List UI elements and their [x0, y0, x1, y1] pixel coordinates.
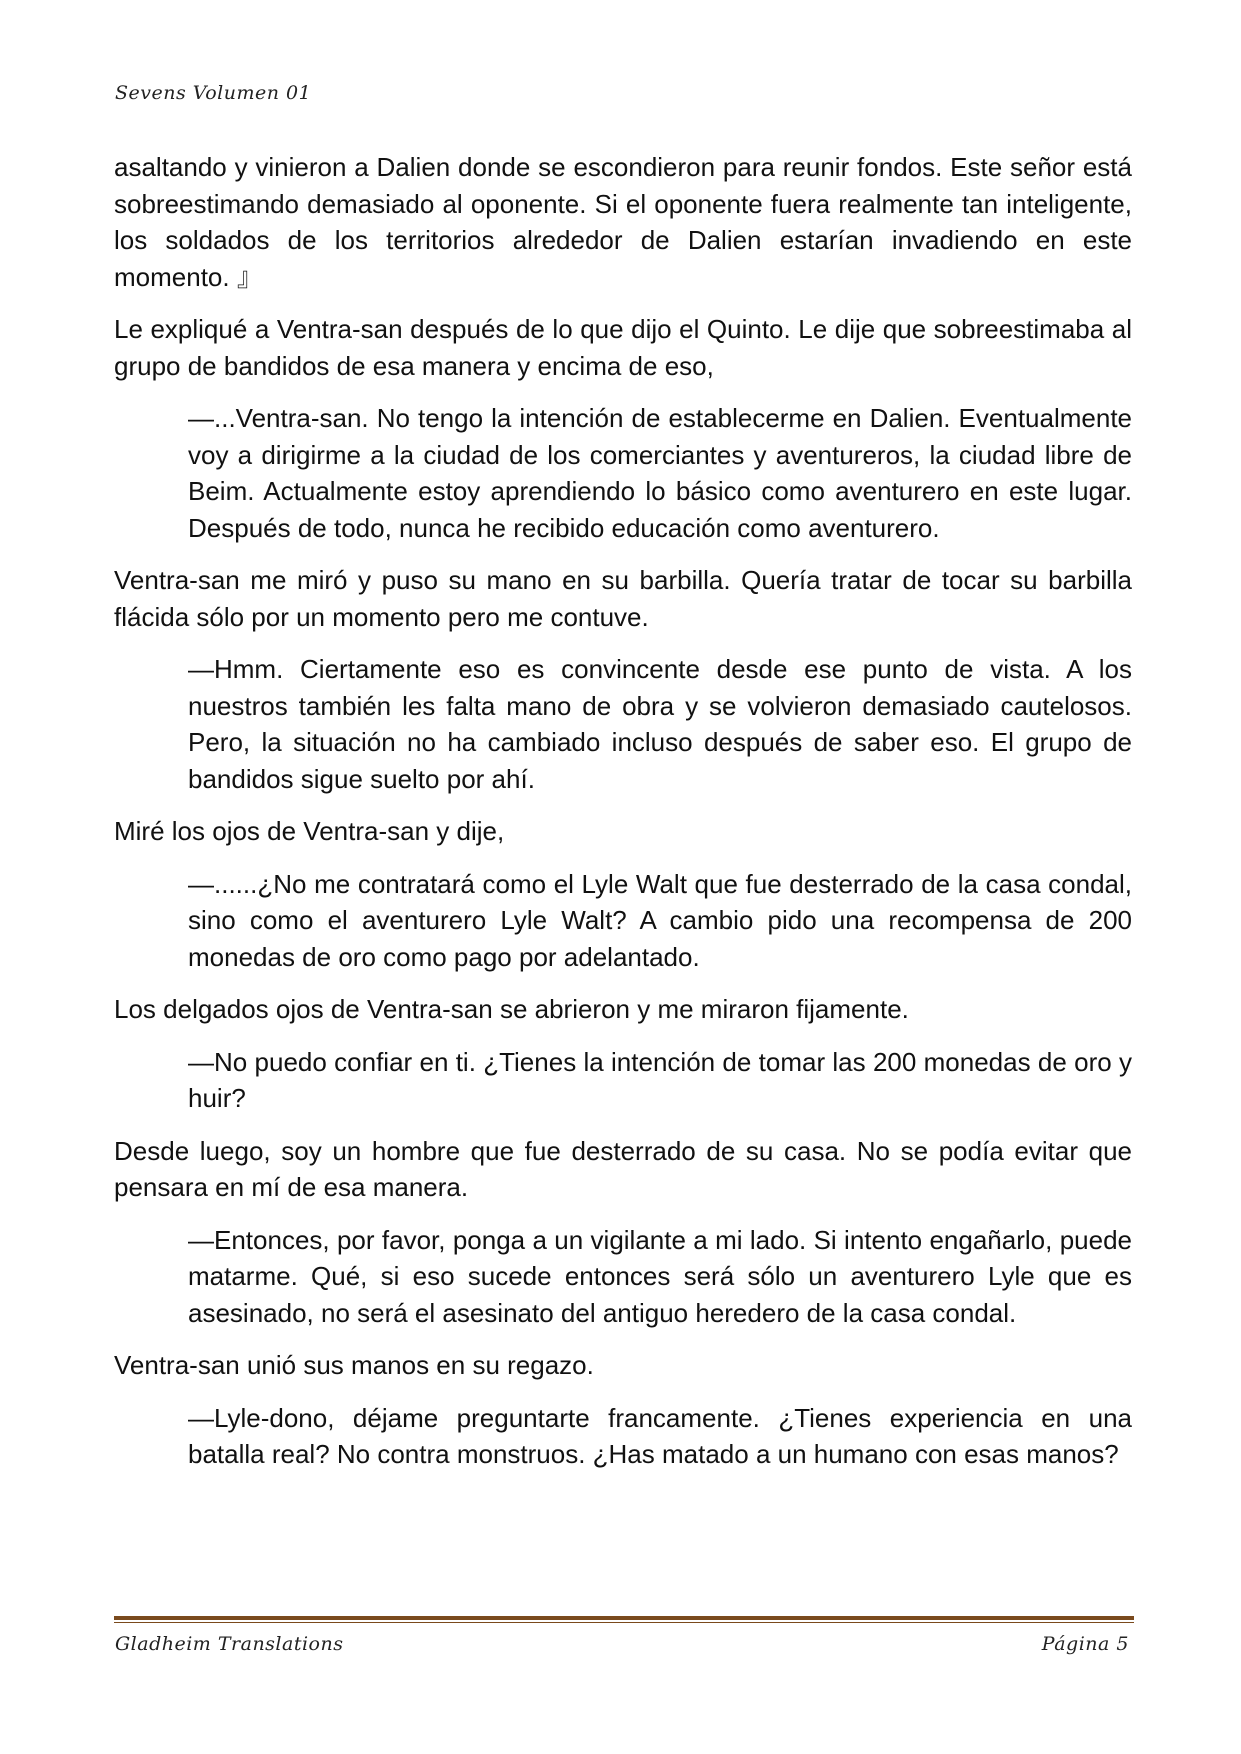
paragraph: asaltando y vinieron a Dalien donde se escondieron para reunir fondos. Este señor está sobreestimando demasiado al oponente. Si el oponente fuera realmente tan inteligente, los soldados de los territorios alrededor de Dalien estarían invadiendo en este momento. 』 [114, 152, 1132, 292]
footer-divider-thick [114, 1616, 1134, 1620]
paragraph: Desde luego, soy un hombre que fue desterrado de su casa. No se podía evitar que pensara en mí de esa manera. [114, 1135, 1132, 1202]
dialogue-paragraph: —No puedo confiar en ti. ¿Tienes la intención de tomar las 200 monedas de oro y huir? [188, 1046, 1132, 1113]
paragraph: Ventra-san unió sus manos en su regazo. [114, 1350, 594, 1380]
footer-publisher: Gladheim Translations [115, 1633, 344, 1655]
body-text [114, 149, 1132, 1489]
running-header: Sevens Volumen 01 [115, 82, 312, 104]
footer-divider-thin [114, 1622, 1134, 1623]
page-number: Página 5 [1041, 1633, 1129, 1655]
dialogue-paragraph: —......¿No me contratará como el Lyle Walt que fue desterrado de la casa condal, sino como el aventurero Lyle Walt? A cambio pido una recompensa de 200 monedas de oro como pago por adelantado. [188, 868, 1132, 972]
footer-divider [114, 1616, 1134, 1625]
paragraph: Los delgados ojos de Ventra-san se abrieron y me miraron fijamente. [114, 994, 909, 1024]
paragraph: Le expliqué a Ventra-san después de lo que dijo el Quinto. Le dije que sobreestimaba al grupo de bandidos de esa manera y encima de eso, [114, 314, 1132, 381]
paragraph: Ventra-san me miró y puso su mano en su barbilla. Quería tratar de tocar su barbilla flácida sólo por un momento pero me contuve. [114, 565, 1132, 632]
dialogue-paragraph: —Hmm. Ciertamente eso es convincente desde ese punto de vista. A los nuestros también les falta mano de obra y se volvieron demasiado cautelosos. Pero, la situación no ha cambiado incluso después de saber eso. El grupo de bandidos sigue suelto por ahí. [188, 654, 1132, 794]
dialogue-paragraph: —...Ventra-san. No tengo la intención de establecerme en Dalien. Eventualmente voy a dirigirme a la ciudad de los comerciantes y aventureros, la ciudad libre de Beim. Actualmente estoy aprendiendo lo básico como aventurero en este lugar. Después de todo, nunca he recibido educación como aventurero. [188, 403, 1132, 543]
paragraph: Miré los ojos de Ventra-san y dije, [114, 816, 505, 846]
dialogue-paragraph: —Lyle-dono, déjame preguntarte francamente. ¿Tienes experiencia en una batalla real? No contra monstruos. ¿Has matado a un humano con esas manos? [188, 1402, 1132, 1469]
dialogue-paragraph: —Entonces, por favor, ponga a un vigilante a mi lado. Si intento engañarlo, puede matarme. Qué, si eso sucede entonces será sólo un aventurero Lyle que es asesinado, no será el asesinato del antiguo heredero de la casa condal. [188, 1224, 1132, 1328]
